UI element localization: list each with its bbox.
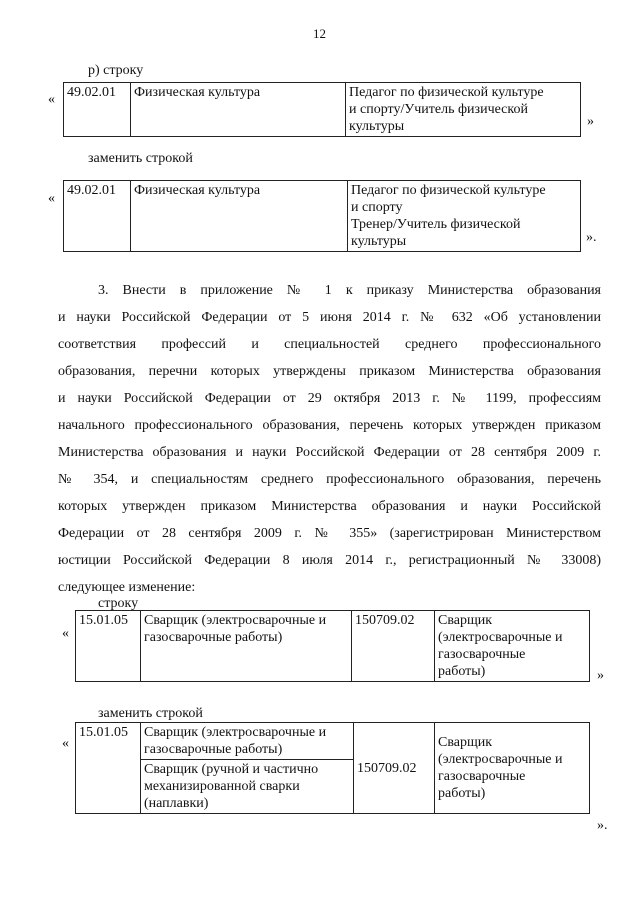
table-row <box>76 723 590 760</box>
table-old-row-r <box>63 82 581 137</box>
cell-name: Физическая культура <box>131 83 346 137</box>
label-replace-r: заменить строкой <box>88 151 193 166</box>
table-row <box>64 181 581 252</box>
cell-old-code: 150709.02 <box>352 611 435 682</box>
label-row-3: строку <box>98 596 139 611</box>
cell-name-b: Сварщик (ручной и частично механизированной сварки (наплавки) <box>141 760 354 814</box>
cell-code: 15.01.05 <box>76 611 141 682</box>
close-quote: » <box>597 668 604 683</box>
cell-code: 49.02.01 <box>64 83 131 137</box>
cell-name: Сварщик (электросварочные и газосварочные работы) <box>141 611 352 682</box>
page-number: 12 <box>313 26 326 41</box>
cell-name-a: Сварщик (электросварочные и газосварочные работы) <box>141 723 354 760</box>
label-row-r: р) строку <box>88 63 144 78</box>
table-old-row-3 <box>75 610 590 682</box>
open-quote: « <box>62 736 69 751</box>
table-new-row-3 <box>75 722 590 814</box>
open-quote: « <box>48 92 55 107</box>
cell-name: Физическая культура <box>131 181 348 252</box>
open-quote: « <box>62 626 69 641</box>
table-row <box>64 83 581 137</box>
cell-old-code: 150709.02 <box>354 723 435 814</box>
cell-code: 49.02.01 <box>64 181 131 252</box>
table-row <box>76 611 590 682</box>
label-replace-3: заменить строкой <box>98 706 203 721</box>
cell-qualification: Педагог по физической культуре и спорту Тренер/Учитель физической культуры <box>348 181 581 252</box>
cell-qualification: Сварщик (электросварочные и газосварочные работы) <box>435 611 590 682</box>
cell-qualification: Сварщик (электросварочные и газосварочные работы) <box>435 723 590 814</box>
cell-qualification: Педагог по физической культуре и спорту/Учитель физической культуры <box>346 83 581 137</box>
close-quote: » <box>587 114 594 129</box>
close-quote-dot: ». <box>597 818 608 833</box>
paragraph-3: 3. Внести в приложение № 1 к приказу Министерства образования и науки Российской Федерации от 5 июня 2014 г. № 632 «Об установлении соответствия профессий и специальностей среднего профессионального образования, перечни которых утверждены приказом Министерства образования и науки Российской Федерации от 29 октября 2013 г. № 1199, профессиям начального профессионального образования, перечень которых утвержден приказом Министерства образования и науки Российской Федерации от 28 сентября 2009 г. № 354, и специальностям среднего профессионального образования, перечень которых утвержден приказом Министерства образования и науки Российской Федерации от 28 сентября 2009 г. № 355» (зарегистрирован Министерством юстиции Российской Федерации 8 июля 2014 г., регистрационный № 33008) следующее изменение: <box>58 283 601 595</box>
open-quote: « <box>48 191 55 206</box>
table-new-row-r <box>63 180 581 252</box>
cell-code: 15.01.05 <box>76 723 141 814</box>
close-quote-dot: ». <box>586 230 597 245</box>
